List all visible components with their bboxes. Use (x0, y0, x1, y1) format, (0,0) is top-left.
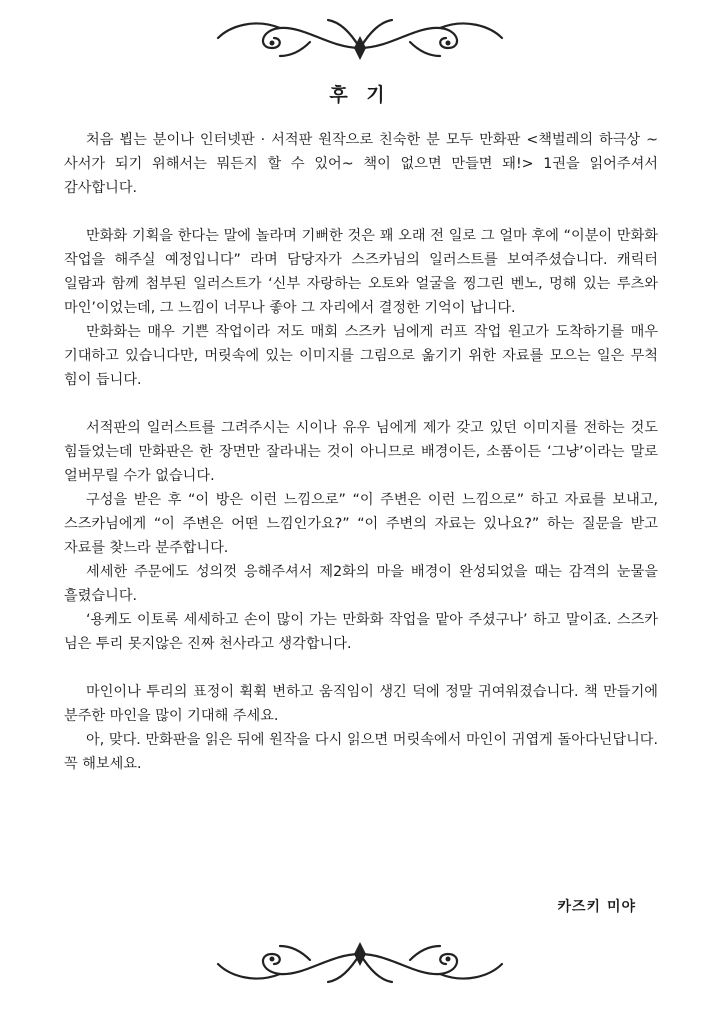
paragraph: 만화화 기획을 한다는 말에 놀라며 기뻐한 것은 꽤 오래 전 일로 그 얼마 후에 “이분이 만화화 작업을 해주실 예정입니다” 라며 담당자가 스즈카님의 일러스트를 보여주셨습니다. 캐릭터 일람과 함께 첨부된 일러스트가 ‘신부 자랑하는 오토와 얼굴을 찡그린 벤노, 멍해 있는 루츠와 마인’이었는데, 그 느낌이 너무나 좋아 그 자리에서 결정한 기억이 납니다. (64, 228, 658, 316)
paragraph: 아, 맞다. 만화판을 읽은 뒤에 원작을 다시 읽으면 머릿속에서 마인이 귀엽게 돌아다닌답니다. 꼭 해보세요. (64, 732, 658, 772)
flourish-icon (210, 938, 510, 994)
section-gap (64, 392, 658, 416)
flourish-icon (210, 8, 510, 64)
section-gap (64, 656, 658, 680)
paragraph: ‘용케도 이토록 세세하고 손이 많이 가는 만화화 작업을 맡아 주셨구나’ 하고 말이죠. 스즈카 님은 투리 못지않은 진짜 천사라고 생각합니다. (64, 612, 658, 652)
author-signature: 카즈키 미야 (557, 899, 636, 915)
paragraph: 만화화는 매우 기쁜 작업이라 저도 매회 스즈카 님에게 러프 작업 원고가 도착하기를 매우 기대하고 있습니다만, 머릿속에 있는 이미지를 그림으로 옮기기 위한 자료를 모으는 일은 무척 힘이 듭니다. (64, 324, 658, 388)
section-gap (64, 200, 658, 224)
bottom-ornament (0, 938, 720, 998)
paragraph: 세세한 주문에도 성의껏 응해주셔서 제2화의 마을 배경이 완성되었을 때는 감격의 눈물을 흘렸습니다. (64, 564, 658, 604)
paragraph: 마인이나 투리의 표정이 휙휙 변하고 움직임이 생긴 덕에 정말 귀여워졌습니다. 책 만들기에 분주한 마인을 많이 기대해 주세요. (64, 684, 658, 724)
paragraph: 서적판의 일러스트를 그려주시는 시이나 유우 님에게 제가 갖고 있던 이미지를 전하는 것도 힘들었는데 만화판은 한 장면만 잘라내는 것이 아니므로 배경이든, 소품이든 ‘그냥’이라는 말로 얼버무릴 수가 없습니다. (64, 420, 658, 484)
paragraph: 구성을 받은 후 “이 방은 이런 느낌으로” “이 주변은 이런 느낌으로” 하고 자료를 보내고, 스즈카님에게 “이 주변은 어떤 느낌인가요?” “이 주변의 자료는 있나요?” 하는 질문을 받고 자료를 찾느라 분주합니다. (64, 492, 658, 556)
top-ornament (0, 8, 720, 68)
page-title: 후 기 (329, 84, 391, 106)
afterword-body (64, 128, 658, 776)
paragraph: 처음 뵙는 분이나 인터넷판 · 서적판 원작으로 친숙한 분 모두 만화판 <책벌레의 하극상 ~ 사서가 되기 위해서는 뭐든지 할 수 있어~ 책이 없으면 만들면 돼!> 1권을 읽어주셔서 감사합니다. (64, 132, 658, 196)
